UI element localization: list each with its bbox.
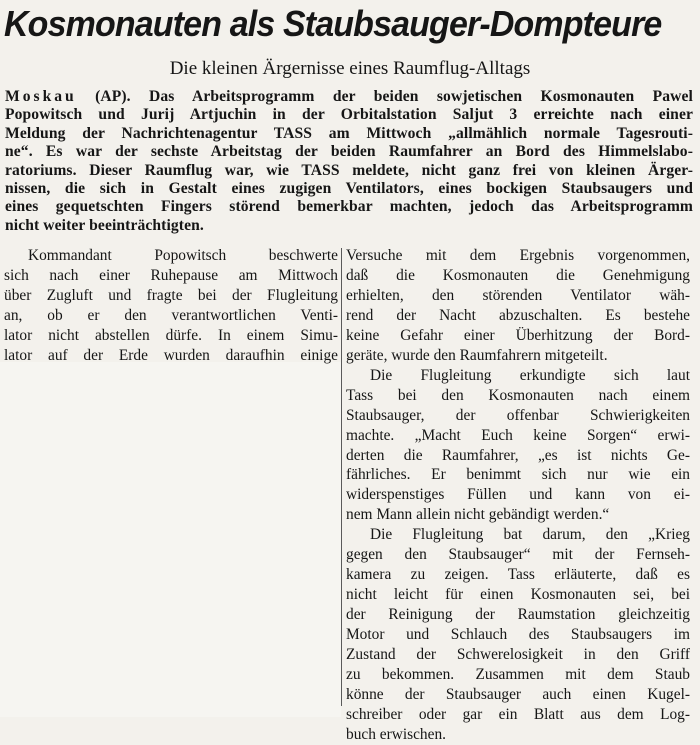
column-line: könne der Staubsauger auch einen Kugel-	[346, 685, 690, 703]
column-line: Motor und Schlauch des Staubsaugers im	[346, 626, 690, 644]
column-line: an, ob er den verantwortlichen Venti-	[4, 306, 338, 324]
lead-line: ratoriums. Dieser Raumflug war, wie TASS meldete, nicht ganz frei von kleinen Ärger-	[5, 161, 693, 179]
column-line: zu bekommen. Zusammen mit dem Staub	[346, 666, 690, 684]
column-line: lator auf der Erde wurden daraufhin einige	[4, 346, 338, 364]
column-line: rend der Nacht abzuschalten. Es bestehe	[346, 306, 690, 324]
body-column-left	[4, 246, 338, 366]
body-column-right	[346, 246, 690, 745]
column-line: nicht leicht für einen Kosmonauten sei, bei	[346, 586, 690, 604]
lead-line: eines gequetschten Fingers störend bemerkbar machten, jedoch das Arbeitsprogramm	[5, 198, 693, 216]
column-line: daß die Kosmonauten die Genehmigung	[346, 266, 690, 284]
lead-line: Moskau (AP). Das Arbeitsprogramm der beiden sowjetischen Kosmonauten Pawel	[5, 88, 693, 105]
column-line: der Reinigung der Raumstation gleichzeitig	[346, 606, 690, 624]
column-line: gegen den Staubsauger“ mit der Fernseh-	[346, 546, 690, 564]
column-line: Kommandant Popowitsch beschwerte	[28, 247, 338, 264]
lead-line: nissen, die sich in Gestalt eines zugigen Ventilators, eines bockigen Staubsaugers und	[5, 180, 693, 198]
column-line: erhielten, den störenden Ventilator wäh-	[346, 286, 690, 304]
column-line: kamera zu zeigen. Tass erläuterte, daß es	[346, 566, 690, 584]
column-line: machte. „Macht Euch keine Sorgen“ erwi-	[346, 426, 690, 444]
column-line: Zustand der Schwerelosigkeit in den Griff	[346, 646, 690, 664]
subheadline: Die kleinen Ärgernisse eines Raumflug-Alltags	[169, 58, 531, 79]
lead-paragraph	[5, 88, 693, 235]
column-line: Tass bei den Kosmonauten nach einem	[346, 386, 690, 404]
column-divider	[341, 248, 342, 706]
column-line: Staubsauger, der offenbar Schwierigkeiten	[346, 406, 690, 424]
column-line: über Zugluft und fragte bei der Flugleitung	[4, 286, 338, 304]
dateline: Moskau	[5, 88, 77, 105]
column-line: sich nach einer Ruhepause am Mittwoch	[4, 266, 338, 284]
column-line: nem Mann allein nicht gebändigt werden.“	[346, 506, 610, 524]
column-line: geräte, wurde den Raumfahrern mitgeteilt.	[346, 346, 608, 364]
column-line: Die Flugleitung erkundigte sich laut	[370, 366, 690, 384]
column-line: widerspenstiges Füllen und kann von ei-	[346, 486, 690, 504]
column-line: fährliches. Er benimmt sich nur wie ein	[346, 466, 690, 484]
column-line: buch erwischen.	[346, 725, 447, 743]
blank-clipping-area	[0, 362, 341, 717]
column-line: Die Flugleitung bat darum, den „Krieg	[370, 526, 690, 544]
column-line: schreiber oder gar ein Blatt aus dem Log-	[346, 705, 690, 723]
column-line: keine Gefahr einer Überhitzung der Bord-	[346, 326, 690, 344]
lead-line: Meldung der Nachrichtenagentur TASS am Mittwoch „allmählich normale Tagesrouti-	[5, 124, 693, 142]
lead-line: nicht weiter beeinträchtigten.	[5, 216, 204, 234]
column-line: lator nicht abstellen dürfe. In einem Simu-	[4, 326, 338, 344]
column-line: derten die Raumfahrer, „es ist nichts Ge-	[346, 446, 690, 464]
lead-line: ne“. Es war der sechste Arbeitstag der beiden Raumfahrer an Bord des Himmelslabo-	[5, 143, 693, 161]
lead-line: Popowitsch und Jurij Artjuchin in der Orbitalstation Saljut 3 erreichte nach einer	[5, 106, 693, 124]
headline: Kosmonauten als Staubsauger-Dompteure	[4, 3, 662, 44]
column-line: Versuche mit dem Ergebnis vorgenommen,	[346, 247, 690, 264]
